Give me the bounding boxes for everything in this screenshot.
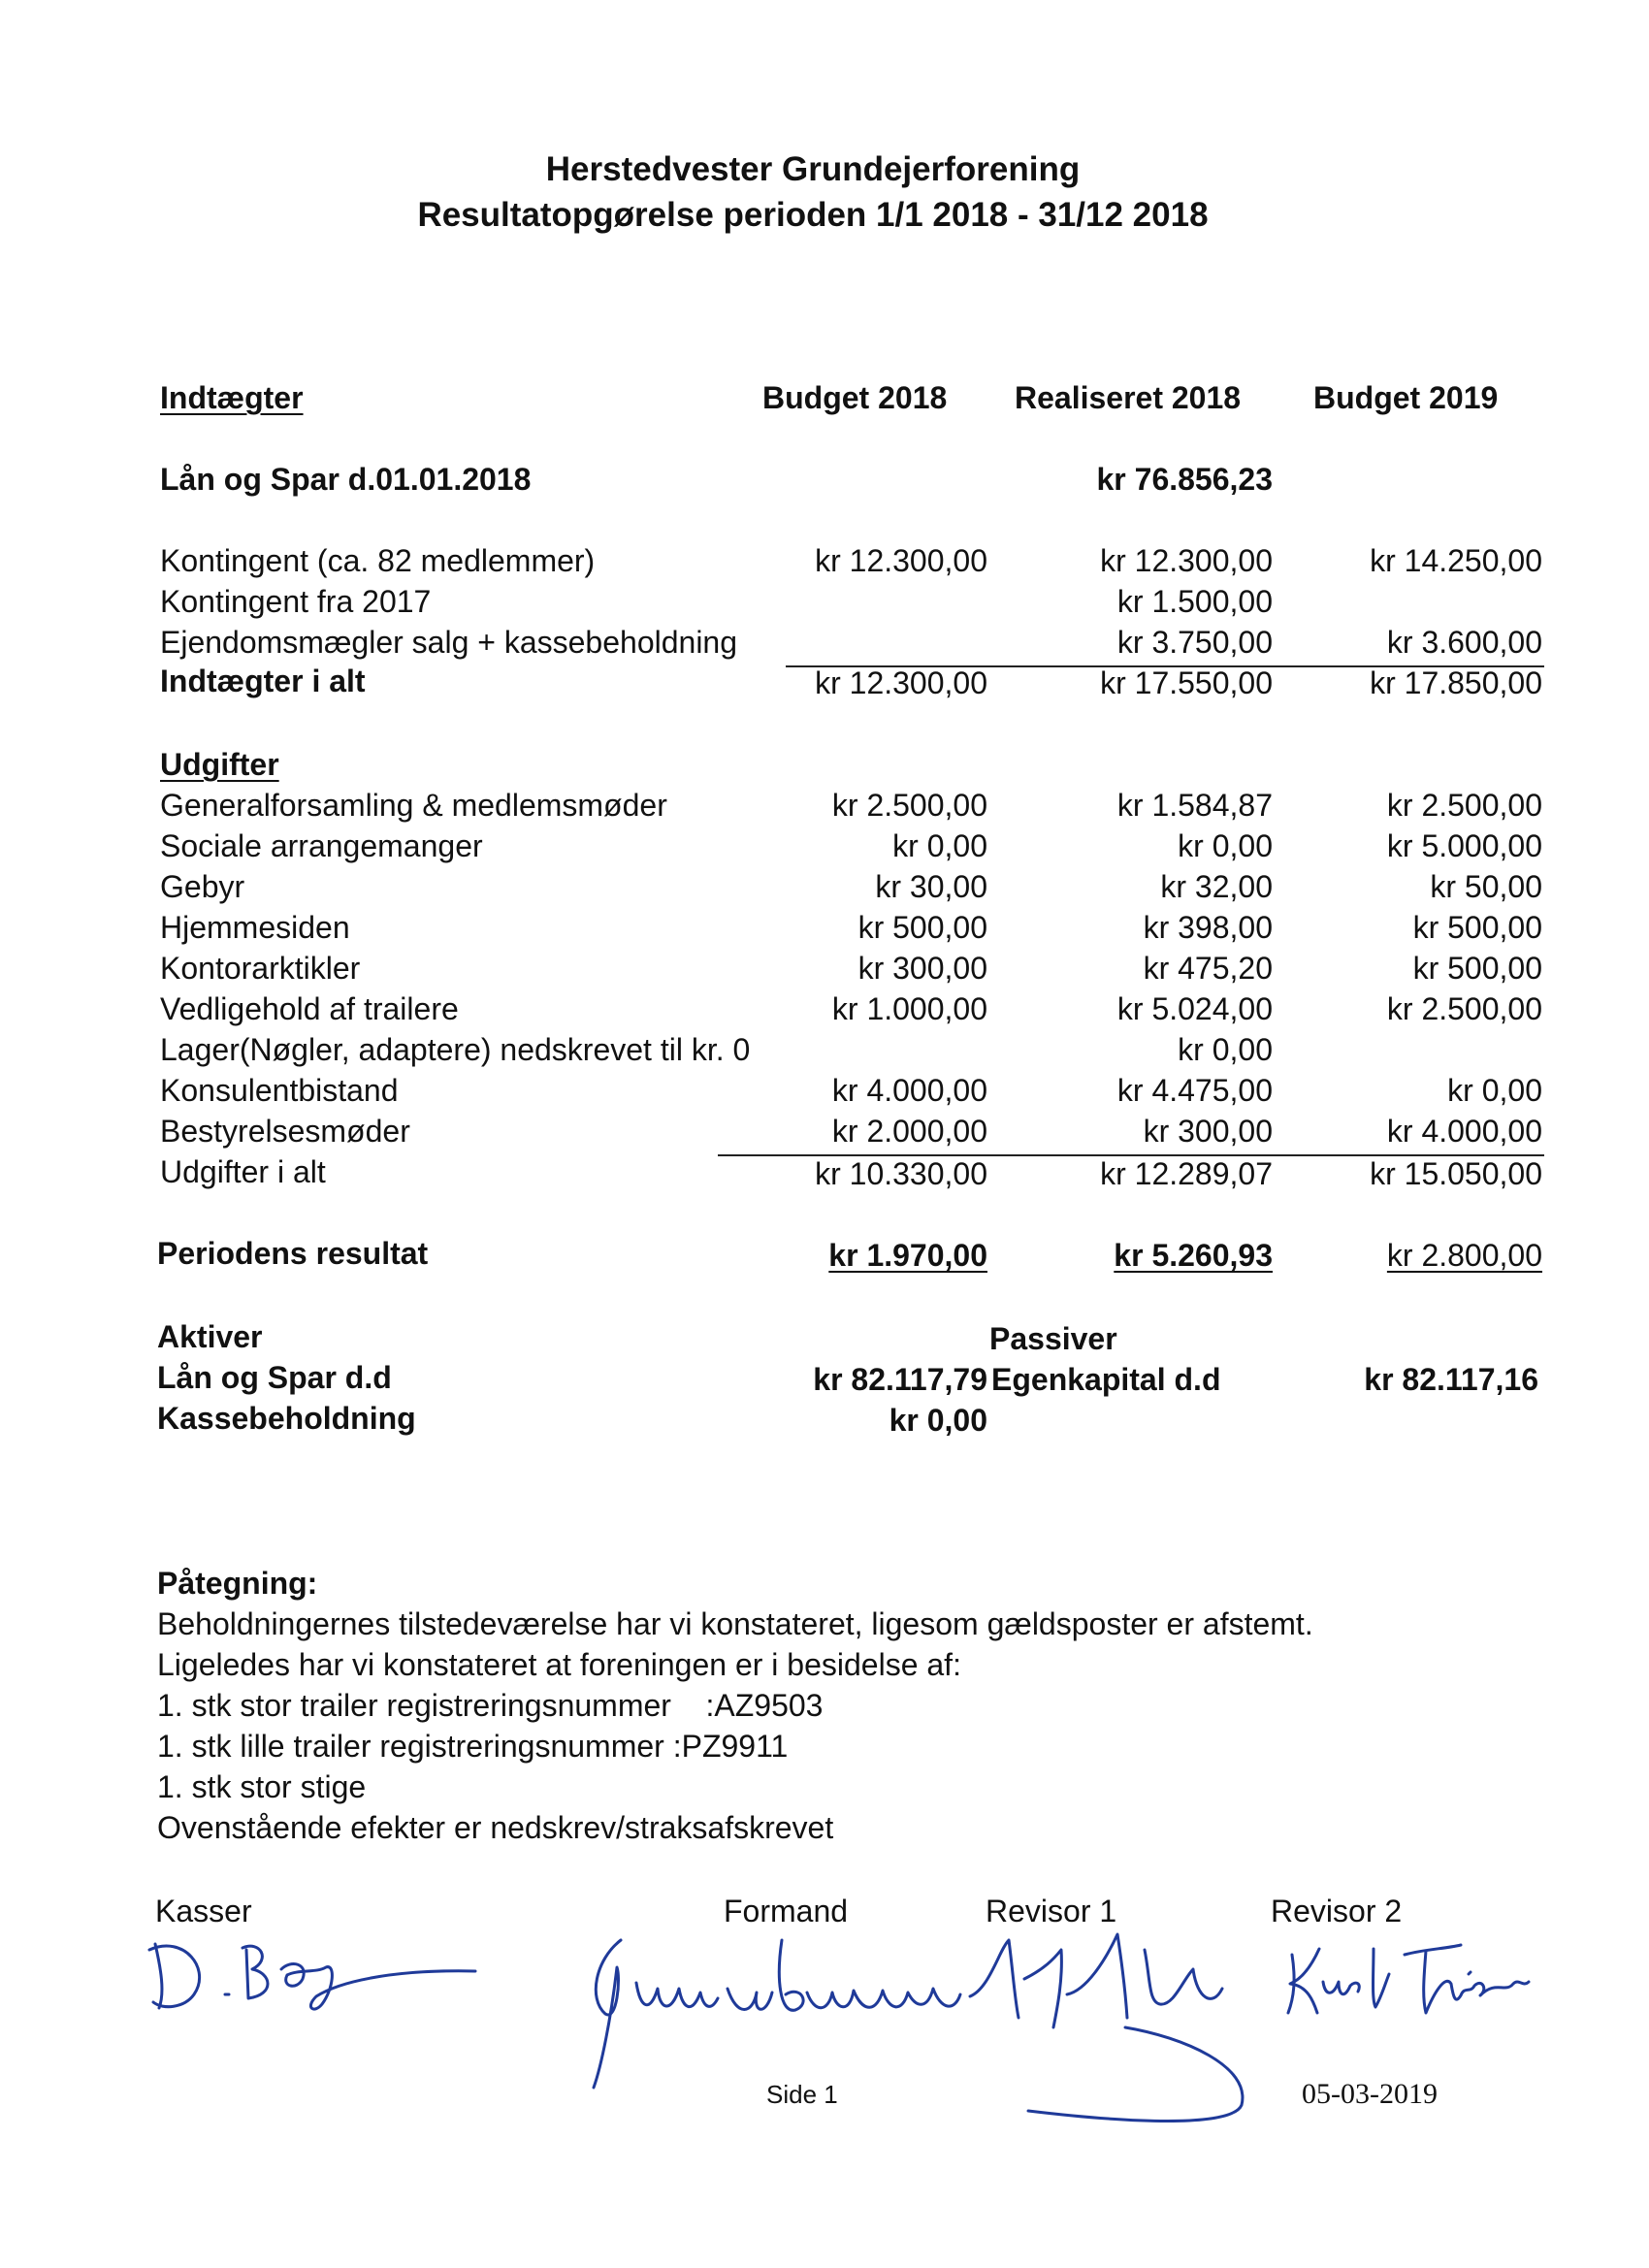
cell-realiseret-2018: kr 5.260,93 — [1114, 1238, 1273, 1273]
laan-og-spar-label: Lån og Spar d.d — [157, 1360, 392, 1395]
revisor2-label: Revisor 2 — [1271, 1894, 1403, 1928]
endorsement-line: 1. stk stor trailer registreringsnummer :AZ9503 — [157, 1688, 824, 1723]
egenkapital-label: Egenkapital d.d — [991, 1362, 1221, 1397]
cell-realiseret-2018: kr 12.289,07 — [1100, 1156, 1273, 1191]
cell-budget-2018: kr 2.500,00 — [831, 788, 987, 823]
col-header-realiseret-2018: Realiseret 2018 — [1015, 380, 1242, 415]
cell-budget-2019: kr 50,00 — [1430, 869, 1542, 904]
cell-budget-2018: kr 0,00 — [892, 828, 987, 863]
cell-budget-2019: kr 2.800,00 — [1386, 1238, 1542, 1273]
expenses-heading: Udgifter — [160, 747, 279, 782]
opening-balance-label: Lån og Spar d.01.01.2018 — [160, 462, 532, 497]
cell-realiseret-2018: kr 0,00 — [1178, 1032, 1273, 1067]
egenkapital-value: kr 82.117,16 — [1364, 1362, 1538, 1397]
cell-budget-2018: kr 2.000,00 — [831, 1114, 987, 1149]
col-header-budget-2018: Budget 2018 — [762, 380, 948, 415]
cell-budget-2018: kr 30,00 — [875, 869, 987, 904]
cell-realiseret-2018: kr 32,00 — [1160, 869, 1273, 904]
endorsement-line: 1. stk stor stige — [157, 1769, 367, 1804]
revisor1-label: Revisor 1 — [986, 1894, 1117, 1928]
document-subtitle: Resultatopgørelse perioden 1/1 2018 - 31/12 2018 — [417, 196, 1209, 234]
row-label: Gebyr — [160, 869, 245, 904]
cell-budget-2018: kr 1.970,00 — [828, 1238, 987, 1273]
opening-balance-value: kr 76.856,23 — [1096, 462, 1273, 497]
row-label: Kontorarktikler — [160, 951, 361, 986]
cell-budget-2019: kr 17.850,00 — [1370, 665, 1542, 700]
cell-budget-2019: kr 500,00 — [1412, 910, 1542, 945]
formand-revisor1-signature-icon — [582, 1921, 1261, 2134]
row-label: Generalforsamling & medlemsmøder — [160, 788, 667, 823]
cell-budget-2019: kr 5.000,00 — [1386, 828, 1542, 863]
cell-realiseret-2018: kr 1.584,87 — [1116, 788, 1273, 823]
kassebeholdning-label: Kassebeholdning — [157, 1401, 416, 1436]
income-heading: Indtægter — [160, 380, 304, 415]
cell-budget-2018: kr 1.000,00 — [831, 991, 987, 1026]
cell-budget-2018: kr 12.300,00 — [815, 543, 987, 578]
cell-budget-2019: kr 14.250,00 — [1370, 543, 1542, 578]
row-label: Konsulentbistand — [160, 1073, 399, 1108]
cell-realiseret-2018: kr 17.550,00 — [1100, 665, 1273, 700]
document-title: Herstedvester Grundejerforening — [545, 150, 1081, 188]
revisor2-signature-icon — [1280, 1935, 1533, 2023]
row-label: Bestyrelsesmøder — [160, 1114, 410, 1149]
cell-budget-2018: kr 12.300,00 — [815, 665, 987, 700]
row-label: Kontingent fra 2017 — [160, 584, 432, 619]
laan-og-spar-value: kr 82.117,79 — [813, 1362, 987, 1397]
endorsement-line: Ligeledes har vi konstateret at foreningen er i besidelse af: — [157, 1647, 961, 1682]
cell-realiseret-2018: kr 475,20 — [1143, 951, 1273, 986]
aktiver-heading: Aktiver — [157, 1319, 263, 1354]
row-label: Hjemmesiden — [160, 910, 350, 945]
cell-budget-2018: kr 10.330,00 — [815, 1156, 987, 1191]
cell-budget-2018: kr 300,00 — [857, 951, 987, 986]
cell-budget-2019: kr 3.600,00 — [1386, 625, 1542, 660]
row-label: Ejendomsmægler salg + kassebeholdning — [160, 625, 738, 660]
cell-realiseret-2018: kr 12.300,00 — [1100, 543, 1273, 578]
row-label: Lager(Nøgler, adaptere) nedskrevet til kr. 0 — [160, 1032, 751, 1067]
formand-label: Formand — [724, 1894, 849, 1928]
row-label: Indtægter i alt — [160, 664, 366, 698]
cell-realiseret-2018: kr 3.750,00 — [1116, 625, 1273, 660]
cell-budget-2019: kr 2.500,00 — [1386, 788, 1542, 823]
col-header-budget-2019: Budget 2019 — [1313, 380, 1499, 415]
cell-budget-2019: kr 0,00 — [1447, 1073, 1542, 1108]
cell-budget-2019: kr 4.000,00 — [1386, 1114, 1542, 1149]
date-stamp: 05-03-2019 — [1302, 2078, 1438, 2110]
cell-realiseret-2018: kr 5.024,00 — [1116, 991, 1273, 1026]
cell-budget-2019: kr 500,00 — [1412, 951, 1542, 986]
kassebeholdning-value: kr 0,00 — [889, 1403, 987, 1438]
kasser-label: Kasser — [155, 1894, 252, 1928]
page-number: Side 1 — [766, 2080, 838, 2109]
cell-budget-2018: kr 4.000,00 — [831, 1073, 987, 1108]
cell-realiseret-2018: kr 4.475,00 — [1116, 1073, 1273, 1108]
endorsement-line: 1. stk lille trailer registreringsnummer :PZ9911 — [157, 1729, 789, 1764]
kasser-signature-icon — [136, 1930, 485, 2018]
endorsement-line: Ovenstående efekter er nedskrev/straksafskrevet — [157, 1810, 834, 1845]
endorsement-heading: Påtegning: — [157, 1566, 318, 1601]
cell-realiseret-2018: kr 0,00 — [1178, 828, 1273, 863]
row-label: Sociale arrangemanger — [160, 828, 483, 863]
row-label: Udgifter i alt — [160, 1154, 326, 1189]
cell-realiseret-2018: kr 1.500,00 — [1116, 584, 1273, 619]
cell-realiseret-2018: kr 300,00 — [1143, 1114, 1273, 1149]
endorsement-line: Beholdningernes tilstedeværelse har vi konstateret, ligesom gældsposter er afstemt. — [157, 1606, 1313, 1641]
row-label: Vedligehold af trailere — [160, 991, 459, 1026]
row-label: Kontingent (ca. 82 medlemmer) — [160, 543, 596, 578]
cell-budget-2019: kr 15.050,00 — [1370, 1156, 1542, 1191]
row-label: Periodens resultat — [157, 1236, 429, 1271]
cell-realiseret-2018: kr 398,00 — [1143, 910, 1273, 945]
passiver-heading: Passiver — [989, 1321, 1117, 1356]
cell-budget-2018: kr 500,00 — [857, 910, 987, 945]
cell-budget-2019: kr 2.500,00 — [1386, 991, 1542, 1026]
